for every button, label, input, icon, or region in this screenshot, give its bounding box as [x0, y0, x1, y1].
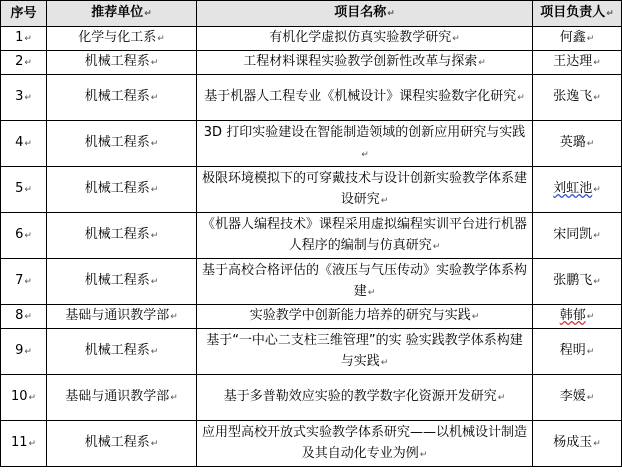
row-project: 极限环境模拟下的可穿戴技术与设计创新实验教学体系建设研究↵	[197, 167, 533, 213]
row-unit: 基础与通识教学部↵	[47, 375, 197, 421]
row-project: 基于“一中心二支柱三维管理”的实 验实践教学体系构建与实践↵	[197, 329, 533, 375]
table-row	[1, 259, 622, 305]
row-no: 4↵	[1, 121, 47, 167]
row-no: 10↵	[1, 375, 47, 421]
table-row	[1, 375, 622, 421]
row-leader: 李媛↵	[533, 375, 622, 421]
row-leader: 英璐↵	[533, 121, 622, 167]
row-project: 有机化学虚拟仿真实验教学研究↵	[197, 27, 533, 51]
row-no: 9↵	[1, 329, 47, 375]
table-row	[1, 329, 622, 375]
row-leader: 宋同凯↵	[533, 213, 622, 259]
header-project: 项目名称↵	[197, 1, 533, 27]
header-leader: 项目负责人↵	[533, 1, 622, 27]
row-project: 基于高校合格评估的《液压与气压传动》实验教学体系构建↵	[197, 259, 533, 305]
row-no: 5↵	[1, 167, 47, 213]
row-no: 8↵	[1, 305, 47, 329]
row-no: 11↵	[1, 421, 47, 467]
row-leader: 张逸飞↵	[533, 75, 622, 121]
row-project: 基于多普勒效应实验的教学数字化资源开发研究↵	[197, 375, 533, 421]
row-unit: 机械工程系↵	[47, 259, 197, 305]
row-unit: 基础与通识教学部↵	[47, 305, 197, 329]
table-row	[1, 51, 622, 75]
row-no: 6↵	[1, 213, 47, 259]
row-unit: 机械工程系↵	[47, 421, 197, 467]
row-leader: 杨成玉↵	[533, 421, 622, 467]
row-no: 7↵	[1, 259, 47, 305]
row-leader: 何鑫↵	[533, 27, 622, 51]
table-row	[1, 421, 622, 467]
row-unit: 机械工程系↵	[47, 213, 197, 259]
row-leader: 程明↵	[533, 329, 622, 375]
row-unit: 机械工程系↵	[47, 329, 197, 375]
row-no: 3↵	[1, 75, 47, 121]
row-project: 3D 打印实验建设在智能制造领域的创新应用研究与实践↵	[197, 121, 533, 167]
table-row	[1, 167, 622, 213]
table-row	[1, 213, 622, 259]
row-leader: 刘虹池↵	[533, 167, 622, 213]
table-row	[1, 27, 622, 51]
row-unit: 机械工程系↵	[47, 75, 197, 121]
table-row	[1, 121, 622, 167]
row-no: 1↵	[1, 27, 47, 51]
header-no: 序号	[1, 1, 47, 27]
row-leader: 张鹏飞↵	[533, 259, 622, 305]
row-project: 工程材料课程实验教学创新性改革与探索↵	[197, 51, 533, 75]
row-unit: 化学与化工系↵	[47, 27, 197, 51]
row-project: 实验教学中创新能力培养的研究与实践↵	[197, 305, 533, 329]
row-leader: 王达理↵	[533, 51, 622, 75]
table-row	[1, 75, 622, 121]
row-no: 2↵	[1, 51, 47, 75]
row-leader: 韩郁↵	[533, 305, 622, 329]
row-project: 《机器人编程技术》课程采用虚拟编程实训平台进行机器人程序的编制与仿真研究↵	[197, 213, 533, 259]
table-row	[1, 305, 622, 329]
table-header-row	[1, 1, 622, 27]
row-unit: 机械工程系↵	[47, 121, 197, 167]
row-unit: 机械工程系↵	[47, 167, 197, 213]
row-unit: 机械工程系↵	[47, 51, 197, 75]
row-project: 应用型高校开放式实验教学体系研究——以机械设计制造及其自动化专业为例↵	[197, 421, 533, 467]
header-unit: 推荐单位↵	[47, 1, 197, 27]
row-project: 基于机器人工程专业《机械设计》课程实验数字化研究↵	[197, 75, 533, 121]
